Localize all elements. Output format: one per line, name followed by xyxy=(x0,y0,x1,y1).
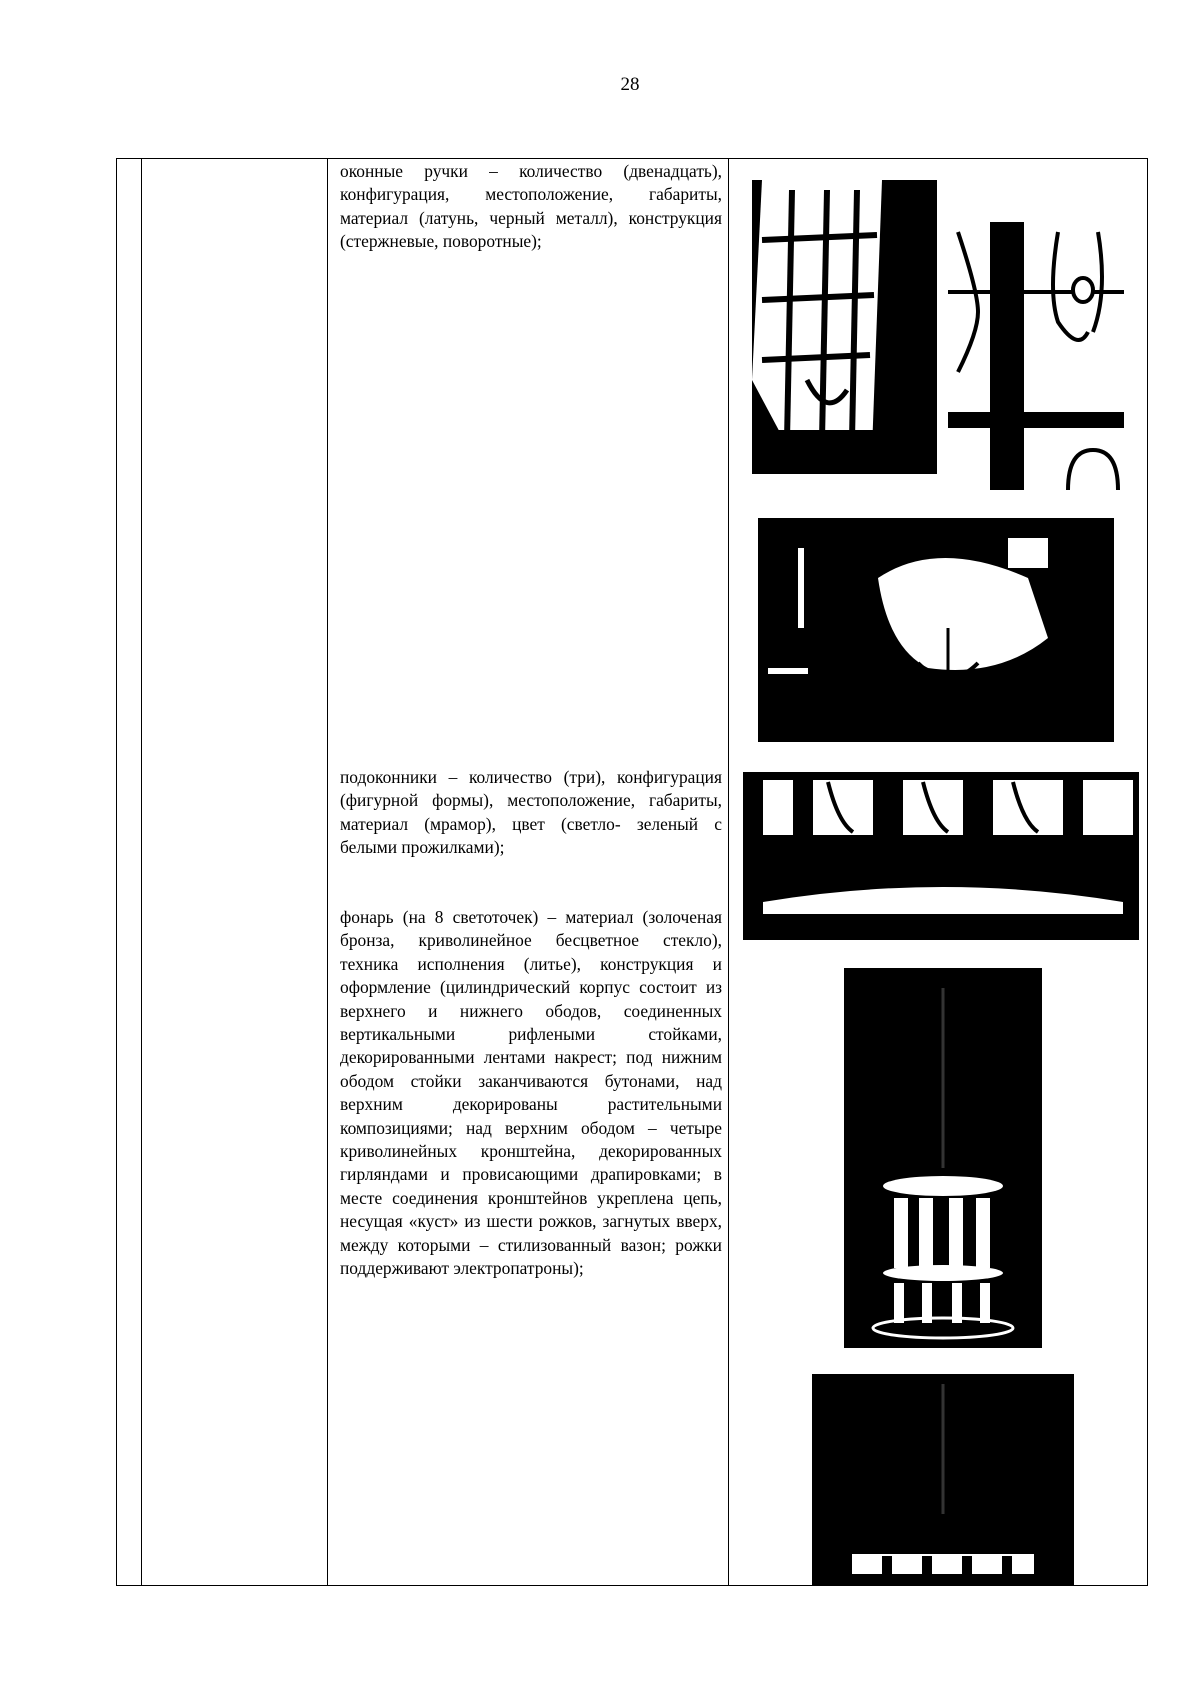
photo-lantern-detail xyxy=(812,1374,1074,1585)
entry-lantern-text: фонарь (на 8 светоточек) – материал (золоченая бронза, криволинейное бесцветное стекло), техника исполнения (литье), конструкция и оформление (цилиндрический корпус состоит из верхнего и нижнего ободов, соединенных вертикальными рифлеными стойками, декорированными лентами накрест; под нижним ободом стойки заканчиваются бутонами, над верхним декорированы растительными композициями; над верхним ободом – четыре криволинейных кронштейна, декорированных гирляндами и провисающими драпировками; в месте соединения кронштейнов укреплена цепь, несущая «куст» из шести рожков, загнутых вверх, между которыми – стилизованный вазон; рожки поддерживают электропатроны); xyxy=(340,907,722,1279)
photo-windowsill-panorama xyxy=(743,772,1139,940)
column-divider-3 xyxy=(728,159,729,1585)
entry-windowsills-text: подоконники – количество (три), конфигурация (фигурной формы), местоположение, габариты, материал (мрамор), цвет (светло- зеленый с белыми прожилками); xyxy=(340,767,722,858)
page-number: 28 xyxy=(620,74,640,95)
entry-window-handles-text: оконные ручки – количество (двенадцать), конфигурация, местоположение, габариты, материал (латунь, черный металл), конструкция (стержневые, поворотные); xyxy=(340,161,722,252)
photo-lantern-full xyxy=(844,968,1042,1348)
photo-windowsill-wide xyxy=(758,518,1114,742)
column-divider-1 xyxy=(141,159,142,1585)
column-divider-2 xyxy=(327,159,328,1585)
photo-window-handles-left xyxy=(752,180,937,474)
photo-window-handle-closeup xyxy=(948,222,1124,490)
